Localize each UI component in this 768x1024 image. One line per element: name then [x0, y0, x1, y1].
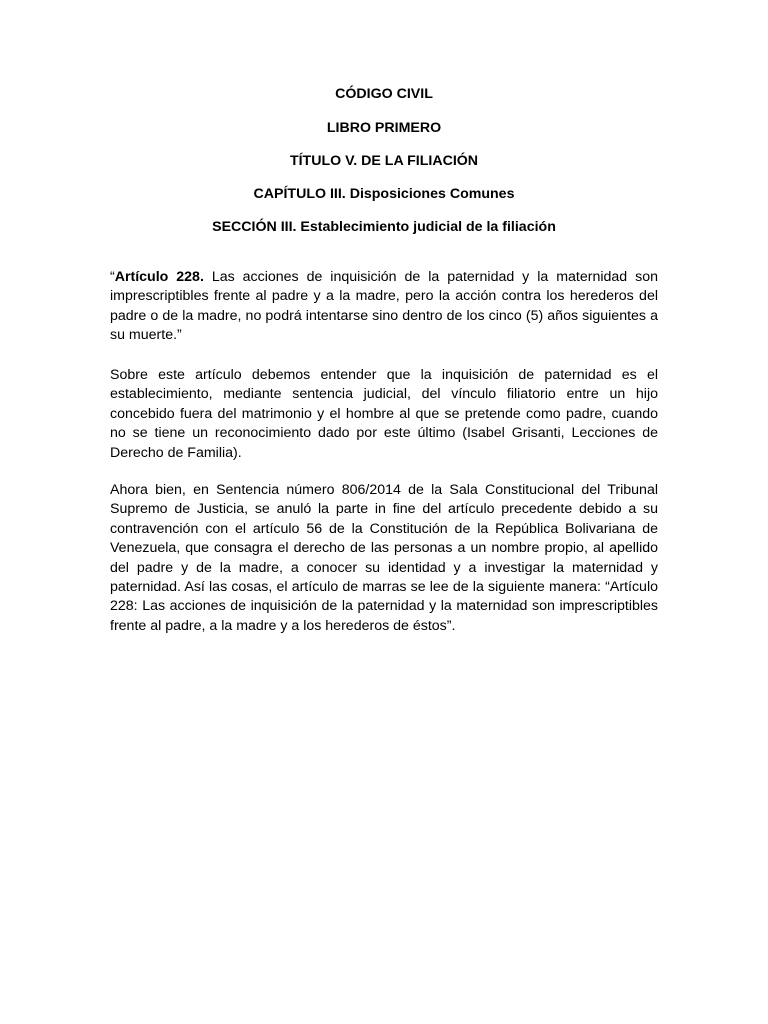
heading-libro-primero: LIBRO PRIMERO: [326, 120, 442, 136]
heading-codigo-civil: CÓDIGO CIVIL: [335, 86, 433, 102]
heading-capitulo: CAPÍTULO III. Disposiciones Comunes: [253, 186, 515, 202]
paragraph-commentary: Sobre este artículo debemos entender que la inquisición de paternidad es el establecimiento, mediante sentencia judicial, del vínculo filiatorio entre un hijo concebido fuera del matrimonio y el hombre al que se pretende como padre, cuando no se tiene un reconocimiento dado por este último (Isabel Grisanti, Lecciones de Derecho de Familia).: [110, 367, 658, 461]
article-text: Las acciones de inquisición de la paternidad y la maternidad son imprescriptibles frente al padre y a la madre, pero la acción contra los herederos del padre o de la madre, no podrá intentarse sino dentro de los cinco (5) años siguientes a su muerte.”: [110, 269, 658, 344]
open-quote: “: [110, 269, 115, 285]
paragraph-article-228: [110, 268, 658, 346]
heading-titulo: TÍTULO V. DE LA FILIACIÓN: [289, 153, 479, 169]
heading-seccion: SECCIÓN III. Establecimiento judicial de la filiación: [212, 219, 556, 235]
article-number: Artículo 228.: [114, 269, 204, 285]
paragraph-sentencia: Ahora bien, en Sentencia número 806/2014 de la Sala Constitucional del Tribunal Supremo de Justicia, se anuló la parte in fine del artículo precedente debido a su contravención con el artículo 56 de la Constitución de la República Bolivariana de Venezuela, que consagra el derecho de las personas a un nombre propio, al apellido del padre y de la madre, a conocer su identidad y a investigar la maternidad y paternidad. Así las cosas, el artículo de marras se lee de la siguiente manera: “Artículo 228: Las acciones de inquisición de la paternidad y la maternidad son imprescriptibles frente al padre, a la madre y a los herederos de éstos”.: [110, 482, 658, 634]
